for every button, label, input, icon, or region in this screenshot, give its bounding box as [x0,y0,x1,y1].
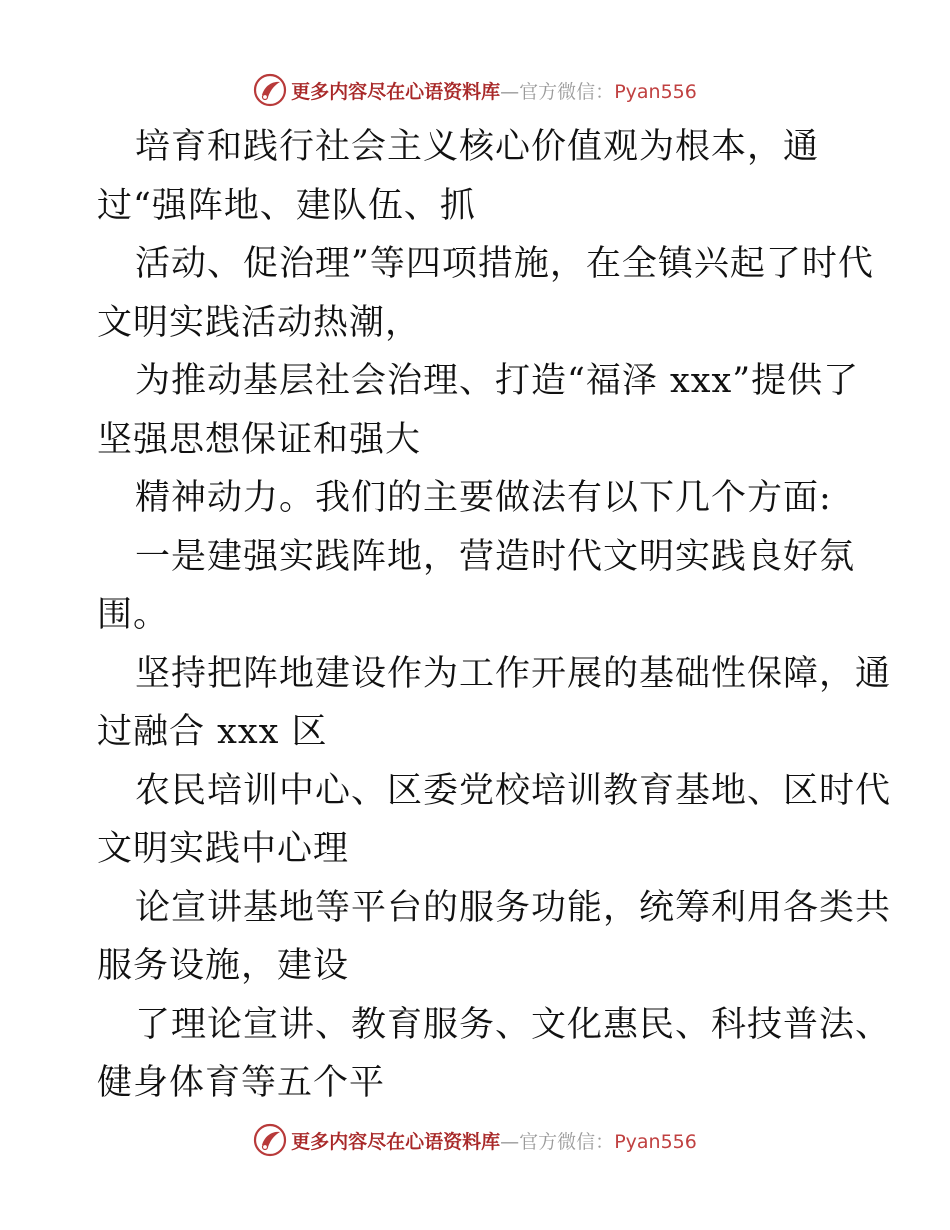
banner-wechat-label: 官方微信： [519,80,615,103]
banner-wechat-id: Pyan556 [614,1130,697,1153]
paragraph-line: 农民培训中心、区委党校培训教育基地、区时代 [135,770,892,811]
paragraph-line: 培育和践行社会主义核心价值观为根本，通 [135,127,820,167]
xinyu-logo-icon [253,73,287,107]
paragraph-line: 文明实践中心理 [97,829,350,869]
paragraph-line: 为推动基层社会治理、打造“福泽 xxx”提供了 [135,361,860,401]
document-body [97,118,892,1113]
paragraph-line: 文明实践活动热潮， [97,302,422,343]
banner-dash: — [500,1130,520,1153]
xinyu-logo-icon [253,1123,287,1157]
paragraph-line: 过融合 xxx 区 [97,712,328,752]
banner-wechat-label: 官方微信： [519,1130,615,1153]
paragraph-line: 精神动力。我们的主要做法有以下几个方面: [135,478,832,518]
paragraph-line: 活动、促治理”等四项措施，在全镇兴起了时代 [135,244,874,284]
paragraph-line: 服务设施，建设 [97,946,350,986]
banner-dash: — [500,80,520,103]
banner-brand: 更多内容尽在心语资料库 [291,80,501,103]
banner-text [291,77,697,104]
paragraph-line: 论宣讲基地等平台的服务功能，统筹利用各类共 [135,887,892,928]
paragraph-line: 健身体育等五个平 [97,1063,386,1103]
paragraph-line: 坚强思想保证和强大 [97,419,422,460]
banner-wechat-id: Pyan556 [614,80,697,103]
banner-brand: 更多内容尽在心语资料库 [291,1130,501,1153]
footer-banner [0,1120,950,1160]
header-banner [0,70,950,110]
banner-text [291,1127,697,1154]
paragraph-line: 过“强阵地、建队伍、抓 [97,185,476,226]
paragraph-line: 一是建强实践阵地，营造时代文明实践良好氛 [135,536,856,577]
paragraph-line: 坚持把阵地建设作为工作开展的基础性保障，通 [135,653,892,694]
paragraph-line: 围。 [97,595,170,635]
paragraph-line: 了理论宣讲、教育服务、文化惠民、科技普法、 [135,1004,892,1045]
